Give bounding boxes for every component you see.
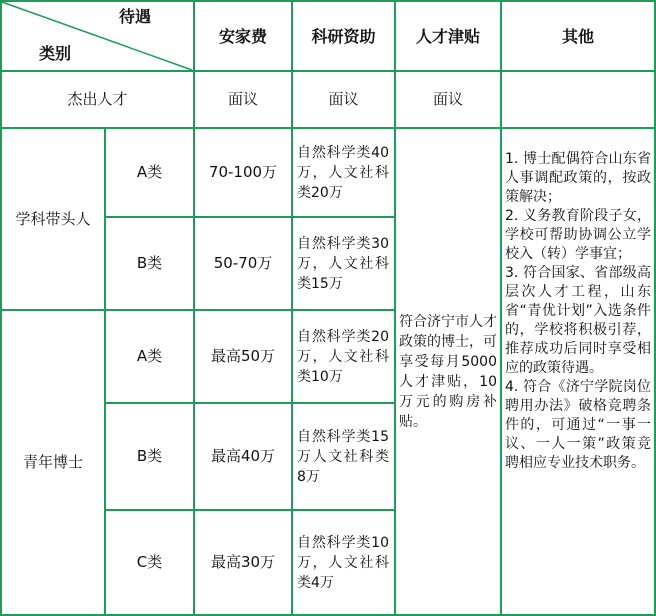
leader-a-research: 自然科学类40万，人文社科类20万 xyxy=(297,144,389,201)
other-item-talent-program: 3. 符合国家、省部级高层次人才工程，山东省“青优计划”入选条件的，学校将积极引荐，推荐成功后同时享受相应的政策待遇。 xyxy=(505,265,651,376)
young-a-research: 自然科学类20万，人文社科类10万 xyxy=(297,328,389,385)
outstanding-settle: 面议 xyxy=(227,90,258,108)
leader-b-research: 自然科学类30万，人文社科类15万 xyxy=(297,235,389,292)
header-category: 类别 xyxy=(38,43,71,63)
young-c-settle: 最高30万 xyxy=(210,553,276,571)
row-young-phd-label: 青年博士 xyxy=(22,453,83,471)
other-item-children: 2. 义务教育阶段子女，学校可帮助协调公立学校入（转）学事宜； xyxy=(505,208,651,262)
header-settle-fee: 安家费 xyxy=(218,26,267,46)
header-other: 其他 xyxy=(561,26,594,46)
young-c-class: C类 xyxy=(136,553,163,571)
leader-a-class: A类 xyxy=(136,163,163,181)
outstanding-research: 面议 xyxy=(328,90,359,108)
leader-b-settle: 50-70万 xyxy=(213,254,273,272)
talent-allowance-policy: 符合济宁市人才政策的博士，可享受每月5000人才津贴，10万元的购房补贴。 xyxy=(399,313,497,430)
other-item-spouse: 1. 博士配偶符合山东省人事调配政策的，按政策解决； xyxy=(505,151,651,205)
other-item-promotion: 4. 符合《济宁学院岗位聘用办法》破格竞聘条件的，可通过“一事一议、一人一策”政策竞聘相应专业技术职务。 xyxy=(505,379,651,471)
leader-b-class: B类 xyxy=(136,254,163,272)
other-benefits-list xyxy=(505,150,651,473)
young-b-settle: 最高40万 xyxy=(210,447,276,465)
leader-a-settle: 70-100万 xyxy=(208,163,278,181)
young-a-settle: 最高50万 xyxy=(210,347,276,365)
row-outstanding-label: 杰出人才 xyxy=(67,90,128,108)
row-leader-label: 学科带头人 xyxy=(15,209,91,228)
header-treatment: 待遇 xyxy=(118,6,151,26)
header-research-fund: 科研资助 xyxy=(311,26,376,46)
header-talent-allowance: 人才津贴 xyxy=(415,26,480,46)
grid-line xyxy=(500,0,502,616)
young-a-class: A类 xyxy=(136,347,163,365)
young-b-research: 自然科学类15万人文社科类8万 xyxy=(297,428,389,485)
young-b-class: B类 xyxy=(136,447,163,465)
outstanding-allowance: 面议 xyxy=(432,90,463,108)
young-c-research: 自然科学类10万，人文社科类4万 xyxy=(297,534,389,591)
